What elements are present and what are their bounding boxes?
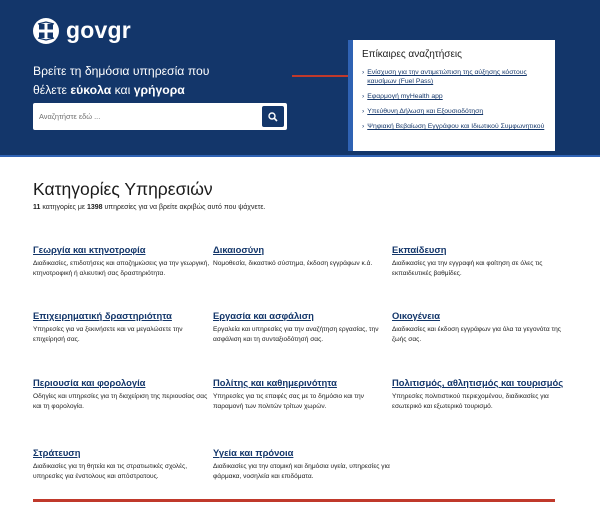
chevron-right-icon: › [362, 93, 365, 100]
hero-tagline [33, 62, 209, 100]
category-description: Υπηρεσίες για τις επαφές σας με το δημόσιο και την παραμονή των πολιτών τρίτων χωρών. [213, 393, 364, 410]
trending-link-myhealth[interactable]: Εφαρμογή myHealth app [367, 93, 443, 100]
page-title: Κατηγορίες Υπηρεσιών [33, 179, 213, 199]
category-link-military[interactable]: Στράτευση [33, 447, 81, 458]
count-text-1: κατηγορίες με [40, 204, 87, 211]
category-link-employment[interactable]: Εργασία και ασφάλιση [213, 310, 314, 321]
category-description: Διαδικασίες για την εγγραφή και φοίτηση σε όλες τις εκπαιδευτικές βαθμίδες. [392, 260, 543, 277]
search-button[interactable] [262, 106, 284, 127]
search-box [33, 103, 287, 130]
chevron-right-icon: › [362, 108, 365, 115]
tagline-easy: εύκολα [70, 83, 112, 97]
trending-item [362, 92, 548, 101]
category-link-health[interactable]: Υγεία και πρόνοια [213, 447, 294, 458]
tagline-line-2 [33, 81, 209, 100]
trending-list [362, 68, 555, 131]
category-card [213, 309, 393, 345]
category-count: 11 [33, 204, 41, 211]
category-link-family[interactable]: Οικογένεια [392, 310, 441, 321]
category-card [33, 376, 213, 412]
search-input[interactable] [33, 103, 258, 130]
category-card [33, 243, 213, 279]
trending-link-fuel-pass[interactable]: Ενίσχυση για την αντιμετώπιση της αύξησης κόστους καυσίμων (Fuel Pass) [367, 69, 527, 85]
greek-emblem-icon [33, 18, 59, 44]
category-description: Νομοθεσία, δικαστικό σύστημα, έκδοση εγγράφων κ.ά. [213, 260, 373, 267]
category-description: Διαδικασίες για την ατομική και δημόσια υγεία, υπηρεσίες για φάρμακα, νοσηλεία και επιδόματα. [213, 463, 390, 480]
tagline-text: θέλετε [33, 83, 71, 97]
category-description: Διαδικασίες, επιδοτήσεις και αποζημιώσεις για την γεωργική, κτηνοτροφική ή αλιευτική σας δραστηριότητα. [33, 260, 210, 277]
category-link-culture[interactable]: Πολιτισμός, αθλητισμός και τουρισμός [392, 377, 564, 388]
category-card [392, 309, 572, 345]
category-card [392, 376, 572, 412]
category-card [213, 376, 393, 412]
category-link-business[interactable]: Επιχειρηματική δραστηριότητα [33, 310, 172, 321]
category-description: Υπηρεσίες για να ξεκινήσετε και να μεγαλώσετε την επιχείρησή σας. [33, 326, 183, 343]
category-link-education[interactable]: Εκπαίδευση [392, 244, 447, 255]
govgr-logo[interactable] [33, 17, 131, 44]
tagline-and: και [111, 83, 134, 97]
service-count: 1398 [86, 204, 103, 211]
category-description: Διαδικασίες για τη θητεία και τις στρατιωτικές σχολές, υπηρεσίες για ένστολους και απόστρατους. [33, 463, 188, 480]
category-description: Υπηρεσίες πολιτιστικού περιεχομένου, διαδικασίες για εσωτερικό και εξωτερικό τουρισμό. [392, 393, 549, 410]
search-icon [268, 112, 278, 122]
category-link-citizen[interactable]: Πολίτης και καθημερινότητα [213, 377, 337, 388]
category-card [213, 243, 393, 269]
category-description: Διαδικασίες και έκδοση εγγράφων για όλα τα γεγονότα της ζωής σας. [392, 326, 561, 343]
trending-title: Επίκαιρες αναζητήσεις [362, 49, 462, 60]
category-link-property-taxation[interactable]: Περιουσία και φορολογία [33, 377, 146, 388]
govgr-wordmark: govgr [66, 17, 131, 43]
trending-item [362, 107, 548, 116]
tagline-fast: γρήγορα [133, 83, 185, 97]
category-description: Οδηγίες και υπηρεσίες για τη διαχείριση της περιουσίας σας και τη φορολογία. [33, 393, 208, 410]
trending-link-solemn-declaration[interactable]: Υπεύθυνη Δήλωση και Εξουσιοδότηση [367, 108, 484, 115]
category-description: Εργαλεία και υπηρεσίες για την αναζήτηση εργασίας, την ασφάλιση και τη συνταξιοδότησή σας. [213, 326, 379, 343]
footer-divider [33, 499, 555, 502]
tagline-line-1: Βρείτε τη δημόσια υπηρεσία που [33, 64, 210, 78]
category-card [213, 446, 393, 482]
category-count-text [33, 204, 265, 211]
trending-item [362, 122, 548, 131]
chevron-right-icon: › [362, 69, 365, 76]
category-card [33, 309, 213, 345]
category-card [33, 446, 213, 482]
trending-item [362, 68, 548, 86]
count-text-2: υπηρεσίες για να βρείτε ακριβώς αυτό που ψάχνετε. [102, 204, 266, 211]
chevron-right-icon: › [362, 123, 365, 130]
trending-searches-panel [348, 40, 555, 151]
category-card [392, 243, 572, 279]
trending-link-document-certification[interactable]: Ψηφιακή Βεβαίωση Εγγράφου και Ιδιωτικού Συμφωνητικού [367, 123, 545, 130]
category-link-justice[interactable]: Δικαιοσύνη [213, 244, 265, 255]
hero-divider [0, 155, 600, 157]
category-link-agriculture[interactable]: Γεωργία και κτηνοτροφία [33, 244, 146, 255]
